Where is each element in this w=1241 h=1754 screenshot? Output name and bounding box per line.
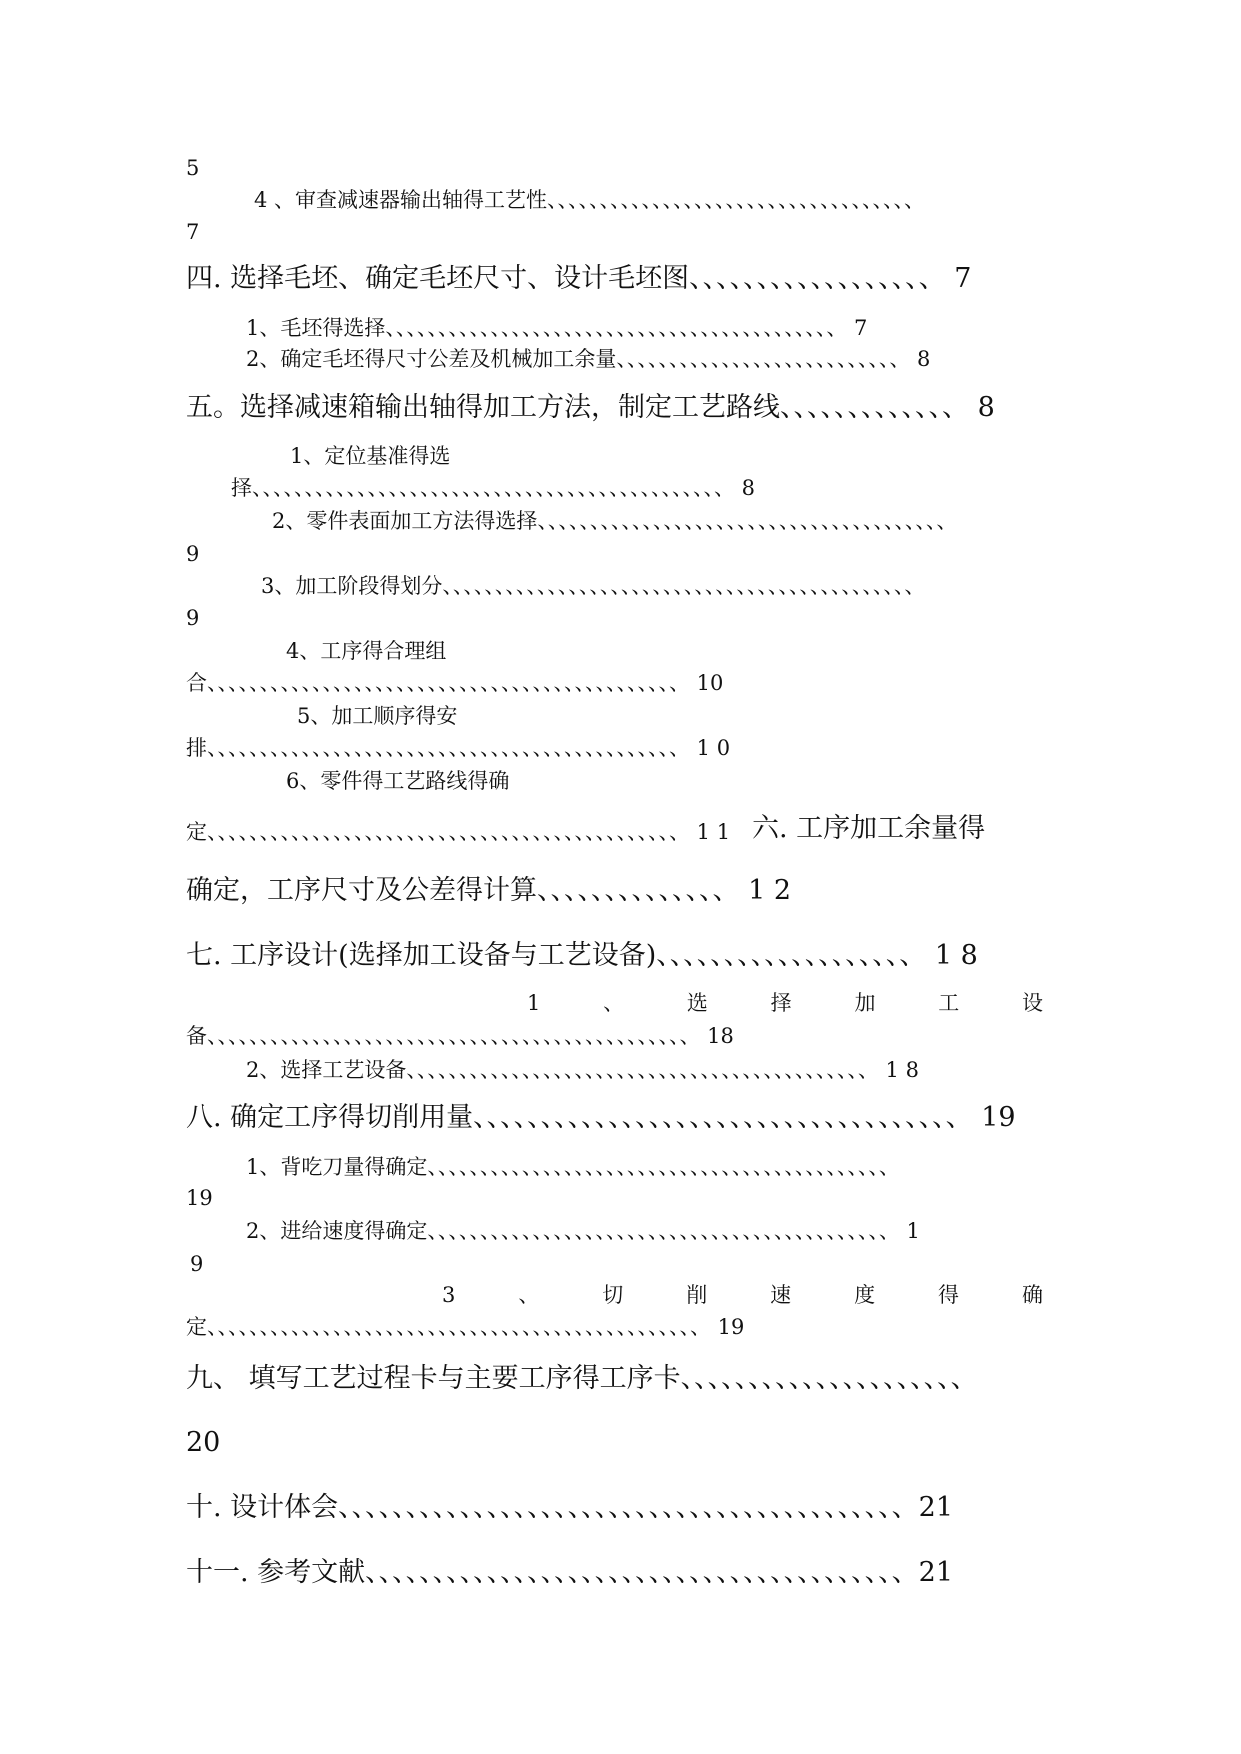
toc-heading: 六. 工序加工余量得 [752,813,986,844]
toc-heading: 四. 选择毛坯、确定毛坯尺寸、设计毛坯图、、、、、、、、、、、、、、、、、、 7 [186,263,972,294]
toc-page-number: 9 [186,606,200,630]
toc-entry: 2、零件表面加工方法得选择、、、、、、、、、、、、、、、、、、、、、、、、、、、、、、、、、、、、、、、 [272,509,958,533]
toc-entry: 1、定位基准得选 [290,444,451,468]
toc-page-number: 7 [186,220,200,244]
toc-heading: 七. 工序设计(选择加工设备与工艺设备)、、、、、、、、、、、、、、、、、、、 1 8 [186,940,978,971]
toc-page-number: 9 [186,542,200,566]
toc-page-number: 20 [186,1427,221,1458]
toc-entry: 定、、、、、、、、、、、、、、、、、、、、、、、、、、、、、、、、、、、、、、、、、、、、、、、 19 [186,1315,745,1339]
toc-page-number: 9 [190,1252,204,1276]
toc-entry: 择、、、、、、、、、、、、、、、、、、、、、、、、、、、、、、、、、、、、、、、、、、、、、 8 [231,476,756,500]
toc-entry: 2、确定毛坯得尺寸公差及机械加工余量、、、、、、、、、、、、、、、、、、、、、、、、、、、 8 [246,347,931,371]
toc-entry: 4 、审查减速器输出轴得工艺性、、、、、、、、、、、、、、、、、、、、、、、、、、、、、、、、、、、 [254,188,926,212]
toc-entry-spaced: 3 、 切 削 速 度 得 确 [442,1283,1043,1307]
toc-heading: 九、 填写工艺过程卡与主要工序得工序卡、、、、、、、、、、、、、、、、、、、、、 [186,1363,978,1394]
toc-heading: 五。选择减速箱输出轴得加工方法，制定工艺路线、、、、、、、、、、、、、 8 [186,392,995,423]
toc-entry: 定、、、、、、、、、、、、、、、、、、、、、、、、、、、、、、、、、、、、、、、、、、、、、 1 1 [186,820,731,844]
toc-entry: 1、背吃刀量得确定、、、、、、、、、、、、、、、、、、、、、、、、、、、、、、、、、、、、、、、、、、、、 [246,1155,900,1179]
toc-entry: 2、进给速度得确定、、、、、、、、、、、、、、、、、、、、、、、、、、、、、、、、、、、、、、、、、、、、 1 [246,1219,920,1243]
toc-entry: 4、工序得合理组 [286,639,447,663]
toc-heading: 八. 确定工序得切削用量、、、、、、、、、、、、、、、、、、、、、、、、、、、、、、、、、、、、 19 [186,1102,1016,1133]
toc-page-number: 5 [186,156,200,180]
toc-entry: 排、、、、、、、、、、、、、、、、、、、、、、、、、、、、、、、、、、、、、、、、、、、、、 1 0 [186,736,731,760]
toc-entry: 备、、、、、、、、、、、、、、、、、、、、、、、、、、、、、、、、、、、、、、、、、、、、、、 18 [186,1024,734,1048]
toc-entry: 5、加工顺序得安 [297,704,458,728]
toc-heading: 确定，工序尺寸及公差得计算、、、、、、、、、、、、、、 1 2 [186,875,792,906]
toc-heading: 十一. 参考文献、、、、、、、、、、、、、、、、、、、、、、、、、、、、、、、、、、、、、、、、21 [186,1557,954,1588]
toc-page-number: 19 [186,1186,213,1210]
toc-entry: 3、加工阶段得划分、、、、、、、、、、、、、、、、、、、、、、、、、、、、、、、、、、、、、、、、、、、、、 [261,574,926,598]
toc-entry: 1、毛坯得选择、、、、、、、、、、、、、、、、、、、、、、、、、、、、、、、、、、、、、、、、、、、 7 [246,316,868,340]
toc-entry: 合、、、、、、、、、、、、、、、、、、、、、、、、、、、、、、、、、、、、、、、、、、、、、 10 [186,671,724,695]
toc-entry: 6、零件得工艺路线得确 [286,769,510,793]
toc-heading: 十. 设计体会、、、、、、、、、、、、、、、、、、、、、、、、、、、、、、、、、、、、、、、、、、21 [186,1492,954,1523]
toc-entry: 2、选择工艺设备、、、、、、、、、、、、、、、、、、、、、、、、、、、、、、、、、、、、、、、、、、、、 1 8 [246,1058,919,1082]
toc-entry-spaced: 1 、 选 择 加 工 设 [527,991,1043,1015]
